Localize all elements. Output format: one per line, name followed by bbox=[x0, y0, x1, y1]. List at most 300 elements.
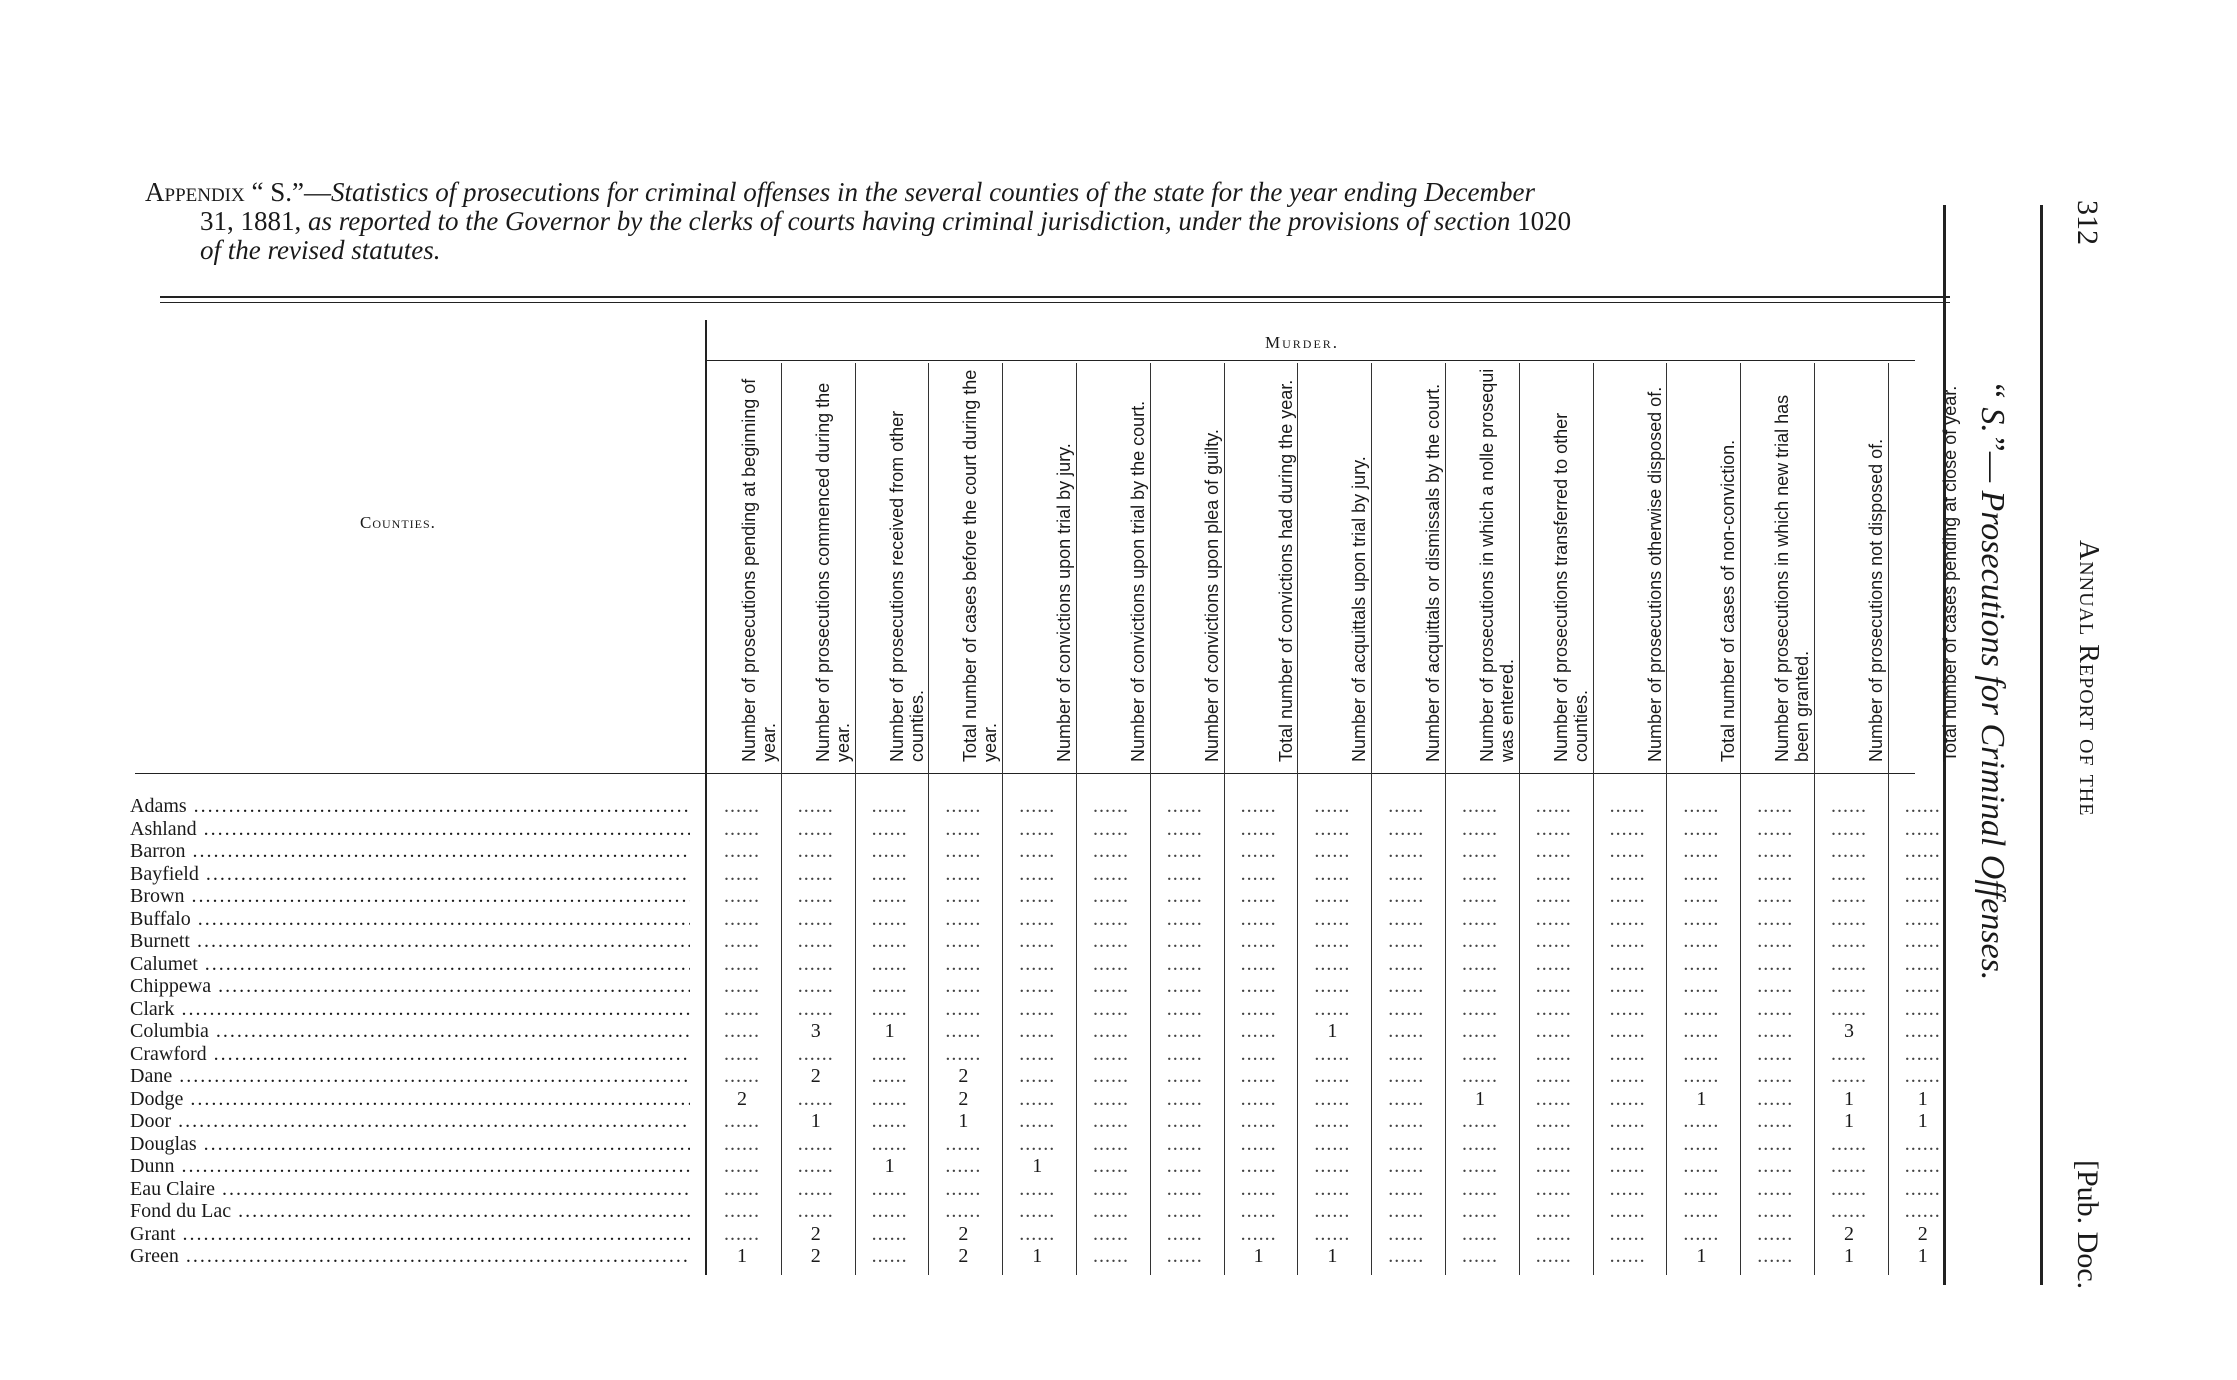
table-cell: ...... bbox=[1019, 1042, 1056, 1065]
table-cell: 1 bbox=[737, 1245, 747, 1267]
table-cell: ...... bbox=[1683, 975, 1720, 997]
column-header bbox=[1002, 368, 1074, 768]
table-cell: ...... bbox=[1388, 1155, 1425, 1177]
table-cell: ...... bbox=[1019, 952, 1056, 975]
table-cell: ...... bbox=[1757, 817, 1794, 840]
table-cell: ...... bbox=[1240, 930, 1277, 952]
table-cell: ...... bbox=[1093, 1200, 1129, 1222]
table-row bbox=[130, 1065, 1941, 1087]
table-cell: ...... bbox=[1240, 1042, 1277, 1065]
table-cell: ...... bbox=[871, 1065, 908, 1087]
table-cell: 1 bbox=[884, 1155, 895, 1177]
table-cell: ...... bbox=[724, 1042, 760, 1065]
table-cell: ...... bbox=[945, 885, 982, 907]
table-cell: ...... bbox=[1904, 1155, 1941, 1177]
table-cell: ...... bbox=[1535, 1020, 1572, 1042]
counties-header: Counties. bbox=[360, 513, 436, 532]
county-name: Calumet ..... bbox=[130, 953, 690, 975]
table-cell: ...... bbox=[1093, 952, 1129, 975]
table-cell: 1 bbox=[810, 1110, 821, 1132]
table-cell: ...... bbox=[1388, 1087, 1425, 1110]
table-cell: ...... bbox=[1535, 1087, 1572, 1110]
table-cell: ...... bbox=[797, 1177, 834, 1200]
table-cell: ...... bbox=[1314, 1110, 1351, 1132]
table-cell: ...... bbox=[1757, 840, 1794, 862]
table-cell: ...... bbox=[1166, 1110, 1203, 1132]
table-cell: ...... bbox=[1019, 1110, 1056, 1132]
table-cell: ...... bbox=[724, 1132, 760, 1155]
table-cell: ...... bbox=[1904, 1042, 1941, 1065]
county-name: Dodge ..... bbox=[130, 1088, 690, 1110]
header-bottom-rule bbox=[135, 773, 1915, 774]
table-cell: ...... bbox=[1535, 862, 1572, 885]
table-cell: ...... bbox=[1609, 997, 1646, 1020]
table-cell: ...... bbox=[1462, 817, 1498, 840]
table-cell: ...... bbox=[1683, 907, 1720, 930]
table-cell: ...... bbox=[1831, 1042, 1867, 1065]
table-cell: ...... bbox=[1462, 1132, 1498, 1155]
county-name: Fond du Lac ..... bbox=[130, 1200, 690, 1222]
column-header-text: Total number of cases before the court during the year. bbox=[960, 369, 1001, 762]
table-cell: ...... bbox=[797, 795, 834, 817]
table-cell: ...... bbox=[945, 907, 982, 930]
running-head bbox=[2070, 540, 2110, 1040]
table-cell: ...... bbox=[1314, 795, 1351, 817]
table-cell: ...... bbox=[724, 1200, 760, 1222]
table-cell: ...... bbox=[1019, 840, 1056, 862]
table-cell: ...... bbox=[1904, 840, 1941, 862]
table-cell: ...... bbox=[871, 1087, 908, 1110]
table-cell: 1 bbox=[1696, 1245, 1707, 1267]
table-cell: ...... bbox=[724, 930, 760, 952]
table-cell: ...... bbox=[1535, 795, 1572, 817]
table-cell: ...... bbox=[1904, 907, 1941, 930]
table-cell: ...... bbox=[1609, 1177, 1646, 1200]
table-row bbox=[130, 817, 1941, 840]
county-name: Barron ..... bbox=[130, 840, 690, 862]
table-row bbox=[130, 1042, 1941, 1065]
table-cell: ...... bbox=[1757, 975, 1794, 997]
pub-doc-text: [Pub. Doc. bbox=[2071, 1160, 2104, 1290]
table-cell: ...... bbox=[1683, 997, 1720, 1020]
side-title bbox=[1975, 380, 2015, 1140]
page-number bbox=[2070, 200, 2110, 280]
table-cell: ...... bbox=[1757, 1110, 1794, 1132]
table-cell: ...... bbox=[1093, 930, 1129, 952]
table-cell: ...... bbox=[1240, 997, 1277, 1020]
table-cell: ...... bbox=[1240, 1222, 1277, 1245]
table-cell: ...... bbox=[1019, 997, 1056, 1020]
table-cell: ...... bbox=[1757, 1155, 1794, 1177]
table-cell: ...... bbox=[1314, 907, 1351, 930]
table-cell: ...... bbox=[1609, 1065, 1646, 1087]
table-cell: ...... bbox=[1093, 1245, 1129, 1267]
table-cell: ...... bbox=[797, 817, 834, 840]
county-name: Green ..... bbox=[130, 1245, 690, 1267]
table-cell: 3 bbox=[1844, 1020, 1854, 1042]
table-cell: ...... bbox=[1904, 1200, 1941, 1222]
table-cell: ...... bbox=[1240, 952, 1277, 975]
table-cell: 2 bbox=[810, 1222, 821, 1245]
table-cell: ...... bbox=[1757, 1222, 1794, 1245]
table-cell: ...... bbox=[871, 907, 908, 930]
table-cell: ...... bbox=[1240, 1155, 1277, 1177]
table-cell: ...... bbox=[1831, 795, 1867, 817]
table-cell: ...... bbox=[1388, 930, 1425, 952]
table-cell: ...... bbox=[1757, 1245, 1794, 1267]
title-line-1: Statistics of prosecutions for criminal offenses in the several counties of the state for the year ending December bbox=[330, 177, 1536, 207]
table-cell: ...... bbox=[1831, 840, 1867, 862]
table-cell: 1 bbox=[1844, 1245, 1854, 1267]
column-header bbox=[1666, 368, 1738, 768]
table-cell: ...... bbox=[1093, 1155, 1129, 1177]
table-cell: ...... bbox=[1831, 885, 1867, 907]
table-cell: ...... bbox=[797, 840, 834, 862]
table-cell: ...... bbox=[945, 1200, 982, 1222]
table-cell: ...... bbox=[1240, 1087, 1277, 1110]
table-cell: ...... bbox=[871, 840, 908, 862]
table-cell: ...... bbox=[1462, 1200, 1498, 1222]
table-cell: ...... bbox=[1609, 817, 1646, 840]
table-cell: ...... bbox=[871, 862, 908, 885]
table-cell: ...... bbox=[1166, 1222, 1203, 1245]
table-cell: 1 bbox=[1327, 1245, 1338, 1267]
table-row bbox=[130, 1200, 1941, 1222]
table-cell: ...... bbox=[1093, 1087, 1129, 1110]
table-cell: ...... bbox=[724, 975, 760, 997]
table-cell: ...... bbox=[724, 952, 760, 975]
table-cell: ...... bbox=[1462, 907, 1498, 930]
table-row bbox=[130, 952, 1941, 975]
table-cell: 1 bbox=[1917, 1245, 1928, 1267]
table-cell: ...... bbox=[1609, 1020, 1646, 1042]
table-cell: ...... bbox=[1166, 1155, 1203, 1177]
table-row bbox=[130, 1132, 1941, 1155]
table-cell: ...... bbox=[1019, 907, 1056, 930]
table-cell: ...... bbox=[1757, 907, 1794, 930]
table-cell: ...... bbox=[1462, 975, 1498, 997]
table-cell: 1 bbox=[958, 1110, 969, 1132]
column-header-text: Number of acquittals or dismissals by the court. bbox=[1423, 383, 1444, 762]
table-cell: ...... bbox=[945, 817, 982, 840]
table-cell: ...... bbox=[871, 1222, 908, 1245]
table-cell: ...... bbox=[1388, 795, 1425, 817]
table-cell: ...... bbox=[871, 885, 908, 907]
table-cell: ...... bbox=[1166, 1065, 1203, 1087]
table-cell: ...... bbox=[1388, 997, 1425, 1020]
murder-rule bbox=[705, 360, 1915, 361]
table-cell: ...... bbox=[1831, 1200, 1867, 1222]
column-header-text: Number of prosecutions transferred to other counties. bbox=[1550, 412, 1591, 762]
table-cell: ...... bbox=[945, 952, 982, 975]
table-cell: 2 bbox=[810, 1245, 821, 1267]
table-cell: ...... bbox=[1831, 1155, 1867, 1177]
table-row bbox=[130, 862, 1941, 885]
column-header bbox=[855, 368, 927, 768]
table-cell: ...... bbox=[1683, 1155, 1720, 1177]
table-cell: ...... bbox=[1240, 1177, 1277, 1200]
table-cell: ...... bbox=[1462, 930, 1498, 952]
table-cell: ...... bbox=[871, 1110, 908, 1132]
table-cell: ...... bbox=[1462, 1065, 1498, 1087]
table-cell: ...... bbox=[1683, 1065, 1720, 1087]
table-cell: ...... bbox=[1314, 862, 1351, 885]
table-row bbox=[130, 975, 1941, 997]
table-cell: ...... bbox=[1831, 952, 1867, 975]
county-name: Brown ..... bbox=[130, 885, 690, 907]
table-cell: ...... bbox=[945, 1155, 982, 1177]
table-cell: ...... bbox=[797, 1042, 834, 1065]
table-cell: ...... bbox=[1019, 862, 1056, 885]
table-cell: ...... bbox=[1166, 885, 1203, 907]
table-cell: ...... bbox=[871, 795, 908, 817]
table-cell: ...... bbox=[1019, 1087, 1056, 1110]
table-cell: ...... bbox=[1535, 1222, 1572, 1245]
table-cell: ...... bbox=[1314, 997, 1351, 1020]
table-cell: ...... bbox=[797, 1200, 834, 1222]
table-cell: ...... bbox=[797, 975, 834, 997]
table-cell: ...... bbox=[1609, 1042, 1646, 1065]
column-header bbox=[1814, 368, 1886, 768]
county-name: Crawford ..... bbox=[130, 1043, 690, 1065]
table-cell: ...... bbox=[1019, 817, 1056, 840]
top-rule-thin bbox=[160, 302, 1950, 303]
county-name: Grant ..... bbox=[130, 1223, 690, 1245]
table-cell: ...... bbox=[871, 1042, 908, 1065]
table-cell: ...... bbox=[1904, 952, 1941, 975]
table-cell: ...... bbox=[1462, 1245, 1498, 1267]
table-cell: ...... bbox=[1240, 862, 1277, 885]
county-name: Dane ..... bbox=[130, 1065, 690, 1087]
table-cell: ...... bbox=[1757, 930, 1794, 952]
column-header-text: Number of prosecutions otherwise disposed of. bbox=[1644, 386, 1665, 762]
table-cell: ...... bbox=[1609, 840, 1646, 862]
table-cell: 1 bbox=[1917, 1110, 1928, 1132]
side-title-text: “ S.”— Prosecutions for Criminal Offenses. bbox=[1974, 380, 2011, 981]
table-cell: ...... bbox=[1683, 1132, 1720, 1155]
table-cell: ...... bbox=[1535, 1177, 1572, 1200]
table-cell: ...... bbox=[1535, 885, 1572, 907]
table-cell: ...... bbox=[1683, 930, 1720, 952]
table-cell: ...... bbox=[1388, 1200, 1425, 1222]
table-cell: ...... bbox=[724, 1110, 760, 1132]
table-cell: ...... bbox=[724, 885, 760, 907]
table-cell: ...... bbox=[1166, 840, 1203, 862]
table-cell: ...... bbox=[1904, 817, 1941, 840]
table-cell: ...... bbox=[1093, 840, 1129, 862]
table-cell: ...... bbox=[724, 862, 760, 885]
table-cell: ...... bbox=[1535, 1065, 1572, 1087]
table-row bbox=[130, 885, 1941, 907]
table-cell: ...... bbox=[871, 1177, 908, 1200]
table-row bbox=[130, 907, 1941, 930]
county-name: Buffalo ..... bbox=[130, 908, 690, 930]
table-cell: ...... bbox=[1904, 1020, 1941, 1042]
table-cell: ...... bbox=[1462, 885, 1498, 907]
table-cell: ...... bbox=[797, 862, 834, 885]
table-cell: ...... bbox=[871, 1200, 908, 1222]
table-cell: ...... bbox=[1019, 1200, 1056, 1222]
table-cell: ...... bbox=[1388, 1222, 1425, 1245]
table-cell: ...... bbox=[1388, 1110, 1425, 1132]
table-cell: ...... bbox=[1093, 1042, 1129, 1065]
table-cell: ...... bbox=[1609, 795, 1646, 817]
table-cell: ...... bbox=[1240, 907, 1277, 930]
table-row bbox=[130, 930, 1941, 952]
table-cell: ...... bbox=[1240, 840, 1277, 862]
table-cell: ...... bbox=[945, 997, 982, 1020]
county-name: Eau Claire ..... bbox=[130, 1178, 690, 1200]
table-cell: ...... bbox=[1683, 1200, 1720, 1222]
column-header bbox=[1740, 368, 1812, 768]
table-cell: ...... bbox=[1019, 795, 1056, 817]
table-cell: ...... bbox=[1683, 862, 1720, 885]
table-cell: ...... bbox=[1535, 1200, 1572, 1222]
table-cell: ...... bbox=[1462, 1020, 1498, 1042]
table-cell: ...... bbox=[1166, 930, 1203, 952]
table-cell: ...... bbox=[1388, 1020, 1425, 1042]
table-cell: ...... bbox=[1093, 1177, 1129, 1200]
title-date: 31, 1881, bbox=[200, 206, 302, 236]
column-header bbox=[781, 368, 853, 768]
table-cell: ...... bbox=[1388, 862, 1425, 885]
table-cell: ...... bbox=[871, 1245, 908, 1267]
column-header-text: Total number of cases of non-conviction. bbox=[1718, 439, 1739, 762]
table-row bbox=[130, 1087, 1928, 1110]
table-cell: ...... bbox=[1314, 885, 1351, 907]
table-cell: ...... bbox=[1535, 930, 1572, 952]
table-cell: ...... bbox=[1093, 1110, 1129, 1132]
table-cell: ...... bbox=[1757, 1200, 1794, 1222]
table-cell: ...... bbox=[1314, 975, 1351, 997]
table-cell: ...... bbox=[1757, 1087, 1794, 1110]
table-cell: ...... bbox=[1166, 862, 1203, 885]
table-cell: ...... bbox=[1683, 1020, 1720, 1042]
table-cell: ...... bbox=[1683, 1042, 1720, 1065]
table-cell: ...... bbox=[1757, 862, 1794, 885]
column-header bbox=[928, 368, 1000, 768]
table-cell: ...... bbox=[1462, 1177, 1498, 1200]
table-cell: ...... bbox=[1609, 930, 1646, 952]
table-cell: ...... bbox=[724, 840, 760, 862]
table-cell: ...... bbox=[1314, 1200, 1351, 1222]
table-cell: 1 bbox=[1844, 1087, 1854, 1110]
county-name: Columbia ..... bbox=[130, 1020, 690, 1042]
table-cell: ...... bbox=[1166, 1132, 1203, 1155]
county-name: Door ..... bbox=[130, 1110, 690, 1132]
outer-rule bbox=[2040, 205, 2043, 1285]
table-cell: ...... bbox=[724, 1155, 760, 1177]
table-cell: ...... bbox=[1240, 1065, 1277, 1087]
table-cell: ...... bbox=[1093, 1222, 1129, 1245]
table-cell: ...... bbox=[1166, 952, 1203, 975]
column-header-text: Number of prosecutions in which a nolle prosequi was entered. bbox=[1477, 368, 1517, 762]
table-cell: ...... bbox=[1166, 1042, 1203, 1065]
table-cell: ...... bbox=[1609, 1132, 1646, 1155]
table-cell: ...... bbox=[1904, 930, 1941, 952]
column-header-text: Number of prosecutions pending at beginning of year. bbox=[739, 378, 779, 762]
table-cell: ...... bbox=[1240, 1200, 1277, 1222]
column-header bbox=[1593, 368, 1665, 768]
table-cell: ...... bbox=[1683, 1177, 1720, 1200]
table-cell: ...... bbox=[945, 930, 982, 952]
table-cell: ...... bbox=[1019, 1222, 1056, 1245]
table-cell: ...... bbox=[1166, 817, 1203, 840]
table-cell: ...... bbox=[945, 1177, 982, 1200]
table-cell: ...... bbox=[1314, 1087, 1351, 1110]
table-cell: ...... bbox=[724, 1065, 760, 1087]
table-cell: ...... bbox=[871, 997, 908, 1020]
table-cell: ...... bbox=[1388, 1042, 1425, 1065]
table-cell: 2 bbox=[1844, 1222, 1854, 1245]
table-cell: ...... bbox=[1757, 1065, 1794, 1087]
table-cell: ...... bbox=[945, 795, 982, 817]
table-cell: ...... bbox=[1314, 817, 1351, 840]
table-cell: ...... bbox=[945, 862, 982, 885]
column-header-text: Total number of cases pending at close of year. bbox=[1939, 385, 1960, 762]
table-cell: ...... bbox=[1757, 795, 1794, 817]
table-cell: ...... bbox=[1019, 1020, 1056, 1042]
appendix-title bbox=[145, 178, 1945, 265]
table-cell: ...... bbox=[1757, 1177, 1794, 1200]
column-header bbox=[1297, 368, 1369, 768]
table-cell: ...... bbox=[1904, 1065, 1941, 1087]
table-cell: ...... bbox=[724, 1177, 760, 1200]
table-cell: ...... bbox=[1535, 1132, 1572, 1155]
table-cell: ...... bbox=[945, 1132, 982, 1155]
title-section-number: 1020 bbox=[1517, 206, 1572, 236]
table-cell: ...... bbox=[1683, 795, 1720, 817]
table-row bbox=[130, 1245, 1928, 1267]
table-cell: ...... bbox=[1535, 997, 1572, 1020]
table-cell: ...... bbox=[1757, 1132, 1794, 1155]
table-cell: ...... bbox=[1314, 1065, 1351, 1087]
table-cell: ...... bbox=[1166, 1087, 1203, 1110]
table-cell: 1 bbox=[1917, 1087, 1928, 1110]
table-cell: ...... bbox=[1093, 975, 1129, 997]
table-cell: 2 bbox=[958, 1245, 969, 1267]
table-cell: ...... bbox=[797, 907, 834, 930]
table-cell: ...... bbox=[1831, 1177, 1867, 1200]
table-cell: ...... bbox=[1462, 1222, 1498, 1245]
table-cell: ...... bbox=[1166, 1200, 1203, 1222]
table-cell: ...... bbox=[1019, 1177, 1056, 1200]
table-cell: ...... bbox=[797, 1132, 834, 1155]
table-cell: ...... bbox=[1462, 1042, 1498, 1065]
table-cell: ...... bbox=[1388, 907, 1425, 930]
table-cell: ...... bbox=[1904, 997, 1941, 1020]
column-header bbox=[1224, 368, 1296, 768]
table-cell: ...... bbox=[1683, 817, 1720, 840]
table-cell: ...... bbox=[1093, 1065, 1129, 1087]
table-cell: ...... bbox=[871, 1132, 908, 1155]
table-cell: ...... bbox=[724, 795, 760, 817]
table-cell: ...... bbox=[1462, 862, 1498, 885]
table-cell: ...... bbox=[1831, 817, 1867, 840]
table-cell: ...... bbox=[1462, 840, 1498, 862]
table-cell: ...... bbox=[1019, 1065, 1056, 1087]
table-cell: 1 bbox=[1327, 1020, 1338, 1042]
table-cell: ...... bbox=[1831, 997, 1867, 1020]
table-cell: ...... bbox=[1831, 1132, 1867, 1155]
table-cell: ...... bbox=[1388, 952, 1425, 975]
table-cell: ...... bbox=[1683, 1222, 1720, 1245]
table-row bbox=[130, 1177, 1941, 1200]
column-header-text: Number of acquittals upon trial by jury. bbox=[1349, 456, 1370, 762]
column-header-text: Number of prosecutions not disposed of. bbox=[1866, 438, 1886, 762]
table-cell: ...... bbox=[1831, 862, 1867, 885]
table-cell: ...... bbox=[1535, 975, 1572, 997]
